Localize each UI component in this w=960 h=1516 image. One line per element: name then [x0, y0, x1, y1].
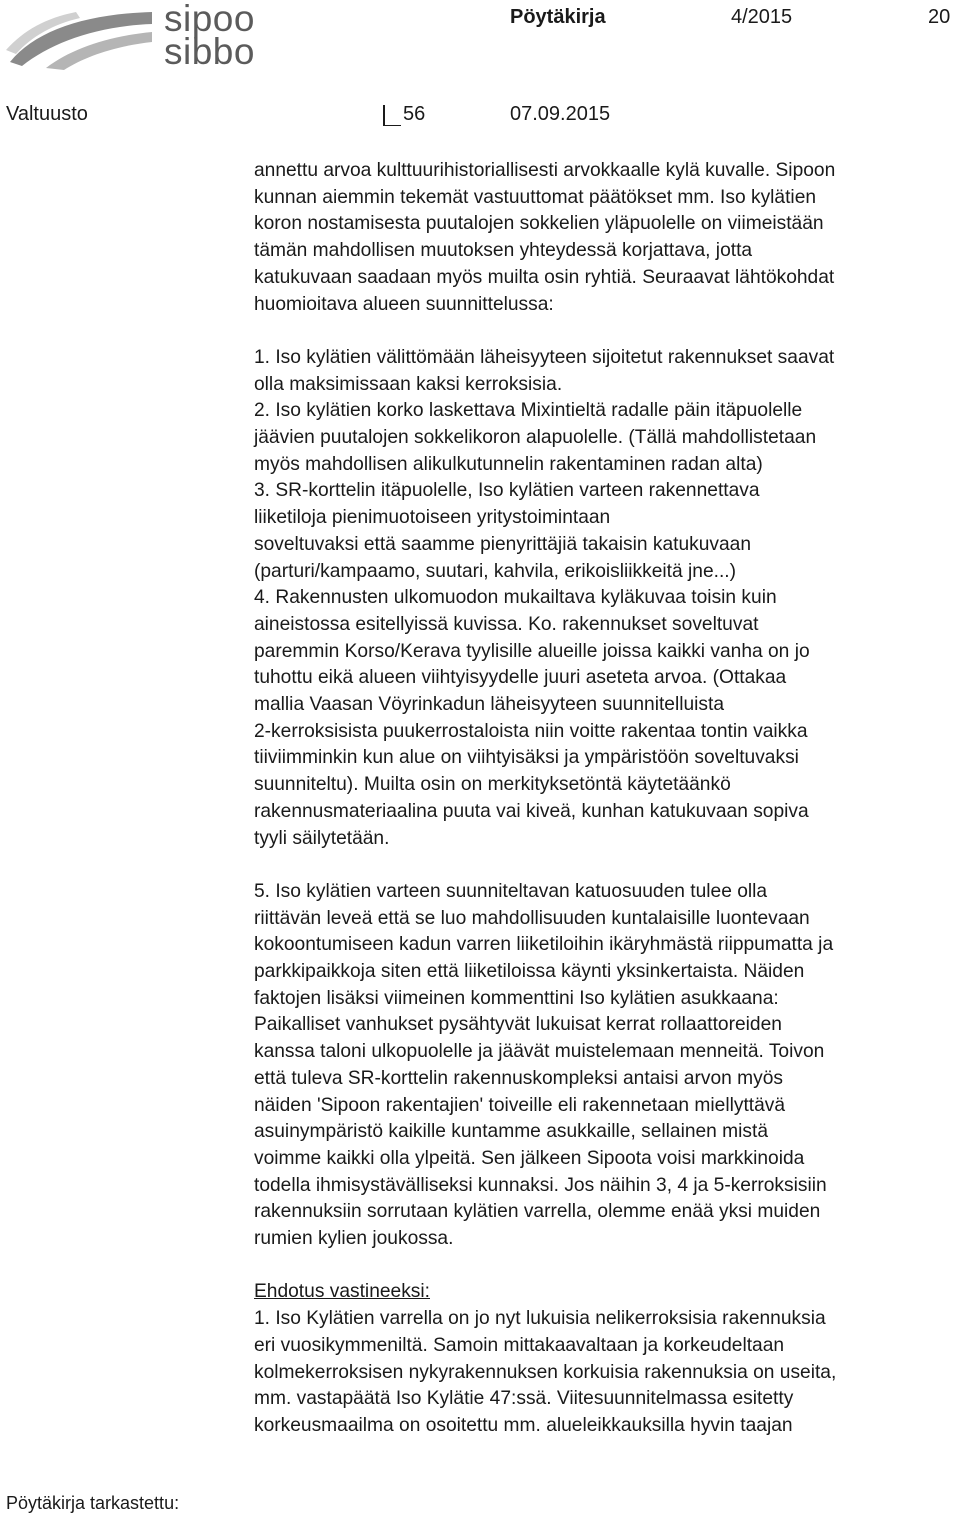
- meeting-date: 07.09.2015: [510, 103, 611, 125]
- section-number: 56: [403, 103, 426, 125]
- text-line: 3. SR-korttelin itäpuolelle, Iso kylätien varteen rakennettava: [254, 480, 760, 502]
- document-body: [254, 158, 960, 1440]
- text-line: korkeusmaailma on osoitettu mm. alueleikkauksilla hyvin taajan: [254, 1415, 793, 1436]
- text-line: mallia Vaasan Vöyrinkadun läheisyyteen suunnitelluista: [254, 694, 725, 716]
- text-line: tyyli säilytetään.: [254, 827, 390, 849]
- text-line: kanssa taloni ulkopuolelle ja jäävät muistelemaan menneitä. Toivon: [254, 1041, 825, 1063]
- text-line: paremmin Korso/Kerava tyylisille alueille joissa kaikki vanha on jo: [254, 640, 810, 662]
- text-line: olla maksimissaan kaksi kerroksisia.: [254, 373, 563, 395]
- section-mark-icon: [383, 103, 401, 126]
- document-number: 4/2015: [731, 6, 793, 28]
- text-line: 1. Iso kylätien välittömään läheisyyteen sijoitetut rakennukset saavat: [254, 346, 835, 368]
- page-number: 20: [928, 6, 951, 28]
- text-line: soveltuvaksi että saamme pienyrittäjiä takaisin katukuvaan: [254, 533, 751, 555]
- document-type: Pöytäkirja: [510, 6, 606, 28]
- proposal-heading: Ehdotus vastineeksi:: [254, 1281, 430, 1303]
- text-line: kunnan aiemmin tekemät vastuuttomat päätökset mm. Iso kylätien: [254, 186, 817, 208]
- text-line: suunniteltu). Muilta osin on merkityksetöntä käytetäänkö: [254, 774, 731, 796]
- text-line: todella ihmisystävälliseksi kunnaksi. Jos näihin 3, 4 ja 5-kerroksisiin: [254, 1174, 827, 1196]
- text-line: 2. Iso kylätien korko laskettava Mixintieltä radalle päin itäpuolelle: [254, 400, 803, 422]
- organ-name: Valtuusto: [6, 103, 88, 125]
- text-line: riittävän leveä että se luo mahdollisuuden kuntalaisille luontevaan: [254, 907, 810, 929]
- text-line: voimme kaikki olla ylpeitä. Sen jälkeen Sipoota voisi markkinoida: [254, 1147, 805, 1169]
- text-line: huomioitava alueen suunnittelussa:: [254, 293, 554, 315]
- footer-checked-label: Pöytäkirja tarkastettu:: [6, 1493, 180, 1513]
- text-line: 1. Iso Kylätien varrella on jo nyt lukuisia nelikerroksisia rakennuksia: [254, 1308, 826, 1330]
- text-line: että tuleva SR-korttelin rakennuskompleksi antaisi arvon myös: [254, 1067, 783, 1089]
- text-line: rakennusmateriaalina puuta vai kiveä, kunhan katukuvaan sopiva: [254, 800, 809, 822]
- text-line: annettu arvoa kulttuurihistoriallisesti arvokkaalle kylä kuvalle. Sipoon: [254, 160, 836, 181]
- text-line: näiden 'Sipoon rakentajien' toiveille eli rakennetaan miellyttävä: [254, 1094, 786, 1116]
- text-line: koron nostamisesta puutalojen sokkelien yläpuolelle on viimeistään: [254, 213, 824, 235]
- spacer: [254, 318, 960, 345]
- text-line: eri vuosikymmeniltä. Samoin mittakaavaltaan ja korkeudeltaan: [254, 1334, 785, 1356]
- text-line: katukuvaan saadaan myös muilta osin ryhtiä. Seuraavat lähtökohdat: [254, 266, 835, 288]
- intro-paragraph: [254, 158, 960, 318]
- text-line: liiketiloja pienimuotoiseen yritystoimintaan: [254, 507, 611, 529]
- logo-text-sipoo: sipoo: [164, 0, 255, 39]
- point-5-paragraph: [254, 879, 960, 1253]
- proposal-paragraph: [254, 1306, 960, 1440]
- text-line: tuhottu eikä alueen viihtyisyydelle juuri aseteta arvoa. (Ottakaa: [254, 667, 787, 689]
- text-line: 2-kerroksisista puukerrostaloista niin voitte rakentaa tontin vaikka: [254, 720, 808, 742]
- text-line: rakennuksiin sorrutaan kylätien varrella, olemme enää yksi muiden: [254, 1201, 821, 1223]
- swoosh-icon: [6, 10, 156, 70]
- text-line: parkkipaikkoja siten että liiketiloissa käynti yksinkertaista. Näiden: [254, 961, 805, 983]
- text-line: aineistossa esitellyissä kuvissa. Ko. rakennukset soveltuvat: [254, 613, 759, 635]
- text-line: (parturi/kampaamo, suutari, kahvila, erikoisliikkeitä jne...): [254, 560, 737, 582]
- text-line: rumien kylien joukossa.: [254, 1228, 454, 1250]
- text-line: Paikalliset vanhukset pysähtyvät lukuisat kerrat rollaattoreiden: [254, 1014, 782, 1036]
- logo-text-sibbo: sibbo: [164, 31, 255, 72]
- spacer: [254, 852, 960, 879]
- text-line: kokoontumiseen kadun varren liiketiloihin ikäryhmästä riippumatta ja: [254, 934, 834, 956]
- sipoo-logo: [6, 0, 256, 72]
- text-line: jäävien puutalojen sokkelikoron alapuolelle. (Tällä mahdollistetaan: [254, 427, 817, 449]
- text-line: kolmekerroksisen nykyrakennuksen korkuisia rakennuksia on useita,: [254, 1361, 837, 1383]
- text-line: faktojen lisäksi viimeinen kommenttini Iso kylätien asukkaana:: [254, 987, 779, 1009]
- text-line: asuinympäristö kaikille kuntamme asukkaille, sellainen mistä: [254, 1121, 769, 1143]
- text-line: 4. Rakennusten ulkomuodon mukailtava kyläkuvaa toisin kuin: [254, 587, 777, 609]
- text-line: myös mahdollisen alikulkutunnelin rakentaminen radan alta): [254, 453, 763, 475]
- text-line: 5. Iso kylätien varteen suunniteltavan katuosuuden tulee olla: [254, 880, 768, 902]
- spacer: [254, 1253, 960, 1280]
- points-list: [254, 345, 960, 852]
- text-line: mm. vastapäätä Iso Kylätie 47:ssä. Viitesuunnitelmassa esitetty: [254, 1388, 794, 1410]
- text-line: tiiviimminkin kun alue on viihtyisäksi ja ympäristöön soveltuvaksi: [254, 747, 799, 769]
- text-line: tämän mahdollisen muutoksen yhteydessä korjattava, jotta: [254, 240, 753, 262]
